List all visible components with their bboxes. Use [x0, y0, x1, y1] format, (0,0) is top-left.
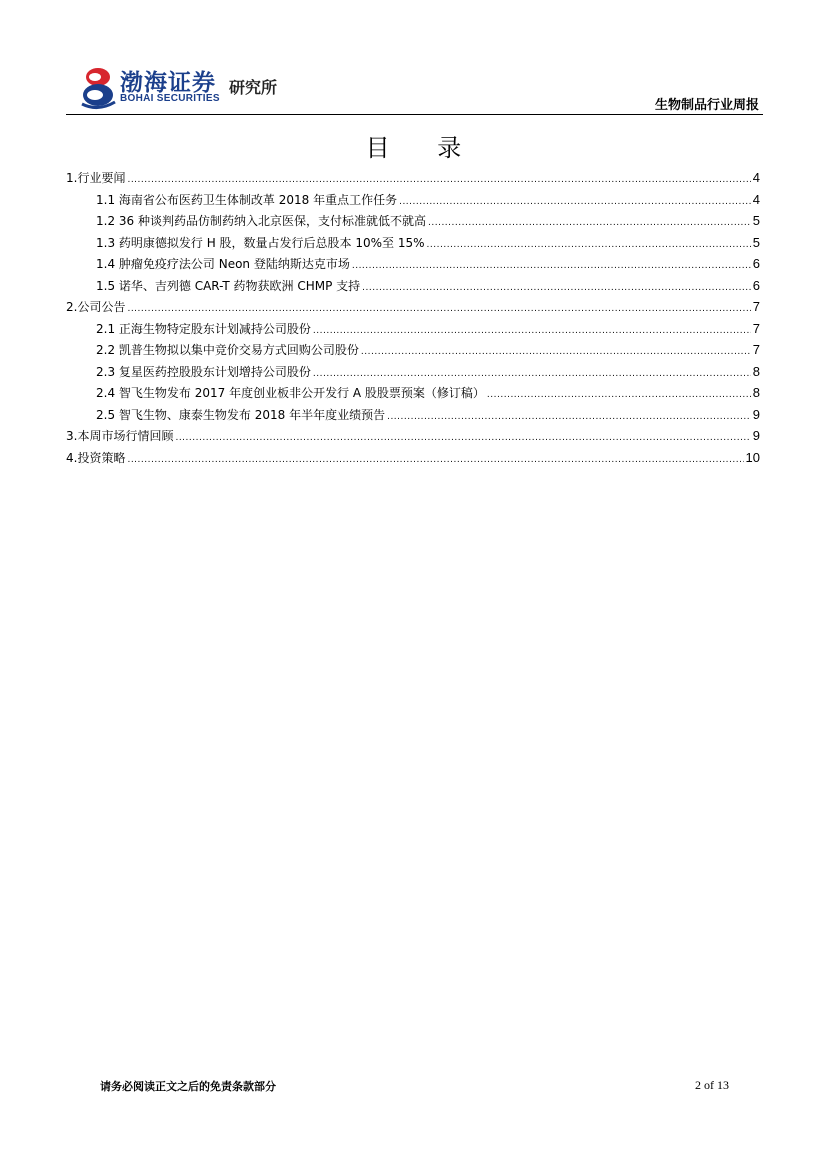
toc-entry[interactable]	[66, 256, 760, 278]
toc-leader-dots	[361, 344, 751, 360]
toc-entry-title: 4.投资策略	[66, 450, 126, 465]
toc-entry[interactable]	[66, 213, 760, 235]
toc-entry-title: 2.2 凯普生物拟以集中竞价交易方式回购公司股份	[96, 343, 359, 357]
toc-entry[interactable]	[66, 299, 760, 321]
table-of-contents	[66, 170, 760, 471]
toc-entry[interactable]	[66, 192, 760, 214]
toc-leader-dots	[428, 215, 751, 231]
toc-leader-dots	[362, 280, 751, 296]
company-logo	[78, 64, 318, 110]
toc-leader-dots	[127, 452, 743, 468]
toc-entry-page: 9	[752, 406, 760, 422]
toc-leader-dots	[313, 366, 751, 382]
toc-entry-title: 3.本周市场行情回顾	[66, 429, 174, 443]
toc-leader-dots	[352, 258, 751, 274]
toc-leader-dots	[313, 323, 751, 339]
toc-leader-dots	[387, 409, 751, 425]
toc-title: 目 录	[365, 134, 482, 162]
toc-leader-dots	[127, 301, 750, 317]
toc-entry-title: 1.5 诺华、吉列德 CAR-T 药物获欧洲 CHMP 支持	[96, 278, 361, 293]
department-name: 研究所	[229, 78, 278, 97]
report-type: 生物制品行业周报	[654, 98, 759, 113]
toc-entry-title: 1.1 海南省公布医药卫生体制改革 2018 年重点工作任务	[96, 192, 398, 207]
toc-entry-title: 2.1 正海生物特定股东计划减持公司股份	[96, 321, 311, 336]
toc-entry-page: 4	[752, 170, 760, 185]
toc-entry-page: 5	[752, 234, 760, 250]
logo-chinese-name: 渤海证券	[120, 69, 216, 96]
toc-entry-title: 1.2 36 种谈判药品仿制药纳入北京医保，支付标准就低不就高	[96, 214, 426, 228]
toc-leader-dots	[175, 430, 750, 446]
toc-leader-dots	[399, 194, 751, 210]
toc-entry[interactable]	[66, 428, 760, 450]
bohai-logo-icon	[78, 64, 118, 110]
toc-entry[interactable]	[66, 364, 760, 386]
toc-entry-page: 9	[752, 428, 760, 443]
toc-entry-page: 7	[752, 320, 760, 336]
toc-entry[interactable]	[66, 321, 760, 343]
toc-entry-title: 2.3 复星医药控股股东计划增持公司股份	[96, 364, 311, 379]
logo-english-name: BOHAI SECURITIES	[120, 93, 220, 104]
toc-entry-title: 1.3 药明康德拟发行 H 股，数量占发行后总股本 10%至 15%	[96, 235, 425, 250]
toc-entry-page: 10	[745, 449, 760, 465]
toc-entry-title: 1.4 肿瘤免疫疗法公司 Neon 登陆纳斯达克市场	[96, 257, 350, 271]
toc-entry[interactable]	[66, 342, 760, 364]
footer-disclaimer: 请务必阅读正文之后的免责条款部分	[100, 1080, 276, 1093]
page-header	[66, 56, 763, 114]
toc-entry[interactable]	[66, 407, 760, 429]
toc-entry[interactable]	[66, 450, 760, 472]
toc-entry-page: 8	[752, 363, 760, 379]
toc-entry[interactable]	[66, 170, 760, 192]
toc-entry-page: 6	[752, 277, 760, 293]
toc-entry[interactable]	[66, 278, 760, 300]
header-divider	[66, 114, 763, 115]
toc-entry-page: 8	[752, 385, 760, 400]
toc-entry-page: 6	[752, 256, 760, 271]
toc-entry[interactable]	[66, 385, 760, 407]
toc-entry-title: 1.行业要闻	[66, 171, 126, 185]
toc-leader-dots	[127, 172, 750, 188]
page-indicator: 2 of 13	[695, 1078, 729, 1092]
toc-entry-page: 5	[752, 213, 760, 228]
toc-entry-page: 7	[752, 299, 760, 314]
toc-entry-title: 2.5 智飞生物、康泰生物发布 2018 年半年度业绩预告	[96, 407, 386, 422]
toc-leader-dots	[427, 237, 751, 253]
toc-entry-page: 7	[752, 342, 760, 357]
toc-entry-title: 2.公司公告	[66, 300, 126, 314]
toc-entry[interactable]	[66, 235, 760, 257]
toc-leader-dots	[487, 387, 751, 403]
toc-entry-page: 4	[752, 191, 760, 207]
toc-entry-title: 2.4 智飞生物发布 2017 年度创业板非公开发行 A 股股票预案（修订稿）	[96, 386, 485, 400]
